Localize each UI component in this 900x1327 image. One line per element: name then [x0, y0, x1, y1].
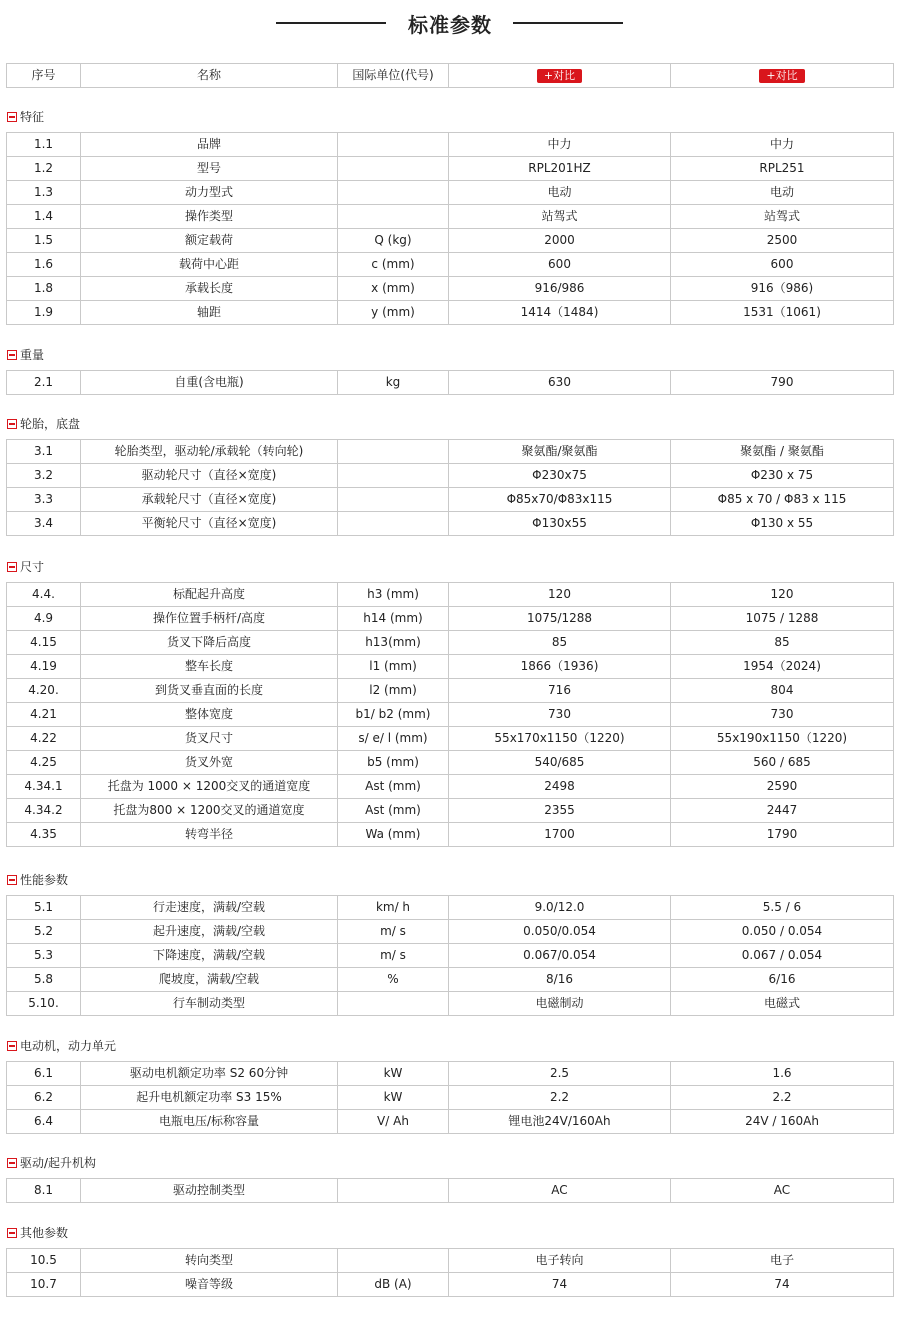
spec-index: 4.20. [7, 679, 81, 703]
table-row [7, 655, 894, 679]
collapse-icon[interactable] [7, 1228, 17, 1238]
spec-name: 托盘为800 × 1200交叉的通道宽度 [81, 799, 338, 823]
spec-value-model-1: 站驾式 [449, 205, 671, 229]
spec-index: 4.4. [7, 583, 81, 607]
header-unit: 国际单位(代号) [338, 64, 449, 88]
collapse-icon[interactable] [7, 562, 17, 572]
collapse-icon[interactable] [7, 350, 17, 360]
spec-value-model-2: 600 [671, 253, 894, 277]
spec-value-model-2: 6/16 [671, 968, 894, 992]
table-row [7, 301, 894, 325]
spec-index: 4.35 [7, 823, 81, 847]
spec-value-model-1: 电动 [449, 181, 671, 205]
spec-index: 4.25 [7, 751, 81, 775]
collapse-icon[interactable] [7, 112, 17, 122]
spec-index: 4.19 [7, 655, 81, 679]
spec-name: 动力型式 [81, 181, 338, 205]
spec-value-model-2: 55x190x1150（1220) [671, 727, 894, 751]
header-model-2 [671, 64, 894, 88]
spec-table [6, 1178, 894, 1203]
spec-name: 行车制动类型 [81, 992, 338, 1016]
table-row [7, 631, 894, 655]
page-title-area [0, 0, 900, 48]
spec-value-model-1: 730 [449, 703, 671, 727]
table-row [7, 920, 894, 944]
spec-value-model-1: Φ130x55 [449, 512, 671, 536]
spec-index: 4.9 [7, 607, 81, 631]
spec-index: 4.34.1 [7, 775, 81, 799]
spec-name: 到货叉垂直面的长度 [81, 679, 338, 703]
spec-value-model-1: 1700 [449, 823, 671, 847]
spec-value-model-1: 540/685 [449, 751, 671, 775]
table-row [7, 607, 894, 631]
spec-unit: b1/ b2 (mm) [338, 703, 449, 727]
spec-index: 2.1 [7, 371, 81, 395]
section-header[interactable] [7, 347, 44, 363]
spec-index: 5.2 [7, 920, 81, 944]
spec-value-model-1: 1866（1936) [449, 655, 671, 679]
table-row [7, 181, 894, 205]
spec-unit [338, 464, 449, 488]
section-header[interactable] [7, 1155, 96, 1171]
spec-index: 1.5 [7, 229, 81, 253]
spec-unit [338, 181, 449, 205]
spec-unit: Ast (mm) [338, 775, 449, 799]
spec-unit: km/ h [338, 896, 449, 920]
spec-value-model-2: 1075 / 1288 [671, 607, 894, 631]
spec-value-model-2: 0.067 / 0.054 [671, 944, 894, 968]
spec-index: 6.2 [7, 1086, 81, 1110]
spec-value-model-2: 790 [671, 371, 894, 395]
spec-unit [338, 440, 449, 464]
spec-value-model-1: Φ85x70/Φ83x115 [449, 488, 671, 512]
spec-name: 操作类型 [81, 205, 338, 229]
section-title: 特征 [20, 110, 45, 124]
spec-name: 轮胎类型，驱动轮/承载轮（转向轮) [81, 440, 338, 464]
table-row [7, 896, 894, 920]
table-row [7, 679, 894, 703]
section-title: 其他参数 [20, 1226, 69, 1240]
spec-name: 驱动控制类型 [81, 1179, 338, 1203]
table-row [7, 253, 894, 277]
collapse-icon[interactable] [7, 1158, 17, 1168]
spec-unit: Ast (mm) [338, 799, 449, 823]
table-row [7, 157, 894, 181]
spec-name: 承载长度 [81, 277, 338, 301]
spec-name: 载荷中心距 [81, 253, 338, 277]
table-row [7, 440, 894, 464]
spec-name: 电瓶电压/标称容量 [81, 1110, 338, 1134]
spec-value-model-1: 600 [449, 253, 671, 277]
header-name: 名称 [81, 64, 338, 88]
spec-index: 8.1 [7, 1179, 81, 1203]
spec-value-model-2: 0.050 / 0.054 [671, 920, 894, 944]
spec-unit [338, 512, 449, 536]
spec-value-model-2: 2500 [671, 229, 894, 253]
spec-name: 自重(含电瓶) [81, 371, 338, 395]
spec-index: 5.3 [7, 944, 81, 968]
spec-index: 3.3 [7, 488, 81, 512]
spec-value-model-2: 2447 [671, 799, 894, 823]
spec-value-model-2: 560 / 685 [671, 751, 894, 775]
table-row [7, 799, 894, 823]
section-title: 轮胎，底盘 [20, 417, 81, 431]
table-row [7, 229, 894, 253]
spec-value-model-2: 2.2 [671, 1086, 894, 1110]
table-row [7, 512, 894, 536]
spec-value-model-1: 中力 [449, 133, 671, 157]
spec-table [6, 370, 894, 395]
spec-value-model-2: 2590 [671, 775, 894, 799]
spec-index: 3.2 [7, 464, 81, 488]
spec-table [6, 439, 894, 536]
spec-unit: m/ s [338, 920, 449, 944]
spec-value-model-2: AC [671, 1179, 894, 1203]
spec-value-model-2: Φ85 x 70 / Φ83 x 115 [671, 488, 894, 512]
spec-unit: dB (A) [338, 1273, 449, 1297]
spec-unit: y (mm) [338, 301, 449, 325]
table-row [7, 583, 894, 607]
spec-index: 6.1 [7, 1062, 81, 1086]
spec-unit: l1 (mm) [338, 655, 449, 679]
spec-index: 5.1 [7, 896, 81, 920]
spec-unit [338, 1179, 449, 1203]
header-table [6, 63, 894, 88]
spec-value-model-2: 电磁式 [671, 992, 894, 1016]
spec-value-model-1: 630 [449, 371, 671, 395]
spec-value-model-1: 2.2 [449, 1086, 671, 1110]
spec-value-model-2: 站驾式 [671, 205, 894, 229]
spec-index: 6.4 [7, 1110, 81, 1134]
table-row [7, 1086, 894, 1110]
collapse-icon[interactable] [7, 419, 17, 429]
section-title: 尺寸 [20, 560, 45, 574]
spec-index: 4.21 [7, 703, 81, 727]
table-row [7, 488, 894, 512]
table-row [7, 1273, 894, 1297]
spec-name: 货叉下降后高度 [81, 631, 338, 655]
spec-name: 额定载荷 [81, 229, 338, 253]
spec-value-model-1: 0.067/0.054 [449, 944, 671, 968]
spec-index: 3.1 [7, 440, 81, 464]
spec-value-model-1: 74 [449, 1273, 671, 1297]
spec-unit: h13(mm) [338, 631, 449, 655]
spec-value-model-1: 55x170x1150（1220) [449, 727, 671, 751]
spec-name: 下降速度，满载/空载 [81, 944, 338, 968]
spec-value-model-1: 锂电池24V/160Ah [449, 1110, 671, 1134]
spec-value-model-1: 716 [449, 679, 671, 703]
spec-name: 驱动电机额定功率 S2 60分钟 [81, 1062, 338, 1086]
spec-value-model-1: Φ230x75 [449, 464, 671, 488]
section-title: 驱动/起升机构 [20, 1156, 97, 1170]
table-row [7, 277, 894, 301]
spec-unit: kg [338, 371, 449, 395]
section-header[interactable] [7, 1038, 116, 1054]
spec-value-model-1: 120 [449, 583, 671, 607]
spec-index: 10.7 [7, 1273, 81, 1297]
spec-value-model-2: 85 [671, 631, 894, 655]
spec-value-model-2: 24V / 160Ah [671, 1110, 894, 1134]
header-row [7, 64, 894, 88]
spec-value-model-2: 1531（1061) [671, 301, 894, 325]
spec-index: 1.4 [7, 205, 81, 229]
table-row [7, 944, 894, 968]
spec-index: 1.9 [7, 301, 81, 325]
section-header[interactable] [7, 109, 44, 125]
spec-table [6, 895, 894, 1016]
spec-table [6, 132, 894, 325]
spec-index: 1.8 [7, 277, 81, 301]
spec-value-model-2: 中力 [671, 133, 894, 157]
spec-unit: h3 (mm) [338, 583, 449, 607]
spec-value-model-2: Φ130 x 55 [671, 512, 894, 536]
table-row [7, 1179, 894, 1203]
spec-index: 3.4 [7, 512, 81, 536]
spec-name: 轴距 [81, 301, 338, 325]
spec-value-model-2: 1.6 [671, 1062, 894, 1086]
spec-name: 平衡轮尺寸（直径×宽度) [81, 512, 338, 536]
spec-unit: b5 (mm) [338, 751, 449, 775]
spec-value-model-1: 9.0/12.0 [449, 896, 671, 920]
collapse-icon[interactable] [7, 1041, 17, 1051]
spec-index: 1.6 [7, 253, 81, 277]
spec-unit [338, 133, 449, 157]
section-header[interactable] [7, 1225, 68, 1241]
spec-unit: % [338, 968, 449, 992]
spec-index: 4.34.2 [7, 799, 81, 823]
spec-name: 转弯半径 [81, 823, 338, 847]
table-row [7, 133, 894, 157]
table-row [7, 775, 894, 799]
spec-value-model-1: 聚氨酯/聚氨酯 [449, 440, 671, 464]
spec-value-model-2: 电动 [671, 181, 894, 205]
section-title: 重量 [20, 348, 45, 362]
header-index: 序号 [7, 64, 81, 88]
spec-name: 货叉外宽 [81, 751, 338, 775]
spec-name: 品牌 [81, 133, 338, 157]
table-row [7, 464, 894, 488]
table-row [7, 371, 894, 395]
spec-index: 5.8 [7, 968, 81, 992]
spec-value-model-2: RPL251 [671, 157, 894, 181]
section-header[interactable] [7, 416, 80, 432]
spec-value-model-1: 1075/1288 [449, 607, 671, 631]
spec-value-model-1: 电子转向 [449, 1249, 671, 1273]
spec-value-model-1: 2.5 [449, 1062, 671, 1086]
header-model-1 [449, 64, 671, 88]
spec-unit: m/ s [338, 944, 449, 968]
spec-value-model-1: 2498 [449, 775, 671, 799]
spec-unit: Q (kg) [338, 229, 449, 253]
spec-value-model-1: RPL201HZ [449, 157, 671, 181]
spec-value-model-2: 120 [671, 583, 894, 607]
spec-value-model-1: AC [449, 1179, 671, 1203]
spec-unit: x (mm) [338, 277, 449, 301]
spec-value-model-2: Φ230 x 75 [671, 464, 894, 488]
spec-name: 整车长度 [81, 655, 338, 679]
spec-value-model-1: 1414（1484) [449, 301, 671, 325]
spec-name: 噪音等级 [81, 1273, 338, 1297]
table-row [7, 1249, 894, 1273]
section-title: 电动机，动力单元 [20, 1039, 117, 1053]
spec-name: 货叉尺寸 [81, 727, 338, 751]
spec-unit: kW [338, 1086, 449, 1110]
page-title: 标准参数 [408, 13, 492, 37]
spec-table [6, 1061, 894, 1134]
spec-unit [338, 1249, 449, 1273]
spec-index: 1.2 [7, 157, 81, 181]
spec-value-model-2: 804 [671, 679, 894, 703]
spec-value-model-2: 1790 [671, 823, 894, 847]
spec-unit: c (mm) [338, 253, 449, 277]
spec-name: 标配起升高度 [81, 583, 338, 607]
spec-table [6, 1248, 894, 1297]
compare-button[interactable]: +对比 [759, 69, 804, 83]
spec-value-model-2: 916（986) [671, 277, 894, 301]
table-row [7, 823, 894, 847]
table-row [7, 727, 894, 751]
table-row [7, 751, 894, 775]
spec-unit: l2 (mm) [338, 679, 449, 703]
spec-index: 4.15 [7, 631, 81, 655]
spec-unit: V/ Ah [338, 1110, 449, 1134]
spec-name: 行走速度，满载/空载 [81, 896, 338, 920]
spec-unit [338, 157, 449, 181]
table-row [7, 1110, 894, 1134]
spec-unit: Wa (mm) [338, 823, 449, 847]
title-divider-right [513, 22, 623, 24]
table-row [7, 703, 894, 727]
spec-index: 10.5 [7, 1249, 81, 1273]
spec-name: 承载轮尺寸（直径×宽度) [81, 488, 338, 512]
table-row [7, 968, 894, 992]
table-row [7, 205, 894, 229]
spec-unit [338, 488, 449, 512]
spec-unit: kW [338, 1062, 449, 1086]
spec-unit [338, 205, 449, 229]
collapse-icon[interactable] [7, 875, 17, 885]
spec-value-model-1: 2000 [449, 229, 671, 253]
spec-name: 起升电机额定功率 S3 15% [81, 1086, 338, 1110]
spec-index: 5.10. [7, 992, 81, 1016]
spec-name: 爬坡度，满载/空载 [81, 968, 338, 992]
spec-value-model-1: 0.050/0.054 [449, 920, 671, 944]
table-row [7, 1062, 894, 1086]
spec-name: 操作位置手柄杆/高度 [81, 607, 338, 631]
spec-table [6, 582, 894, 847]
spec-name: 型号 [81, 157, 338, 181]
spec-index: 1.3 [7, 181, 81, 205]
spec-value-model-1: 85 [449, 631, 671, 655]
spec-value-model-1: 电磁制动 [449, 992, 671, 1016]
spec-unit: s/ e/ l (mm) [338, 727, 449, 751]
spec-name: 托盘为 1000 × 1200交叉的通道宽度 [81, 775, 338, 799]
spec-value-model-2: 74 [671, 1273, 894, 1297]
spec-unit [338, 992, 449, 1016]
spec-value-model-1: 2355 [449, 799, 671, 823]
spec-value-model-2: 聚氨酯 / 聚氨酯 [671, 440, 894, 464]
spec-value-model-1: 8/16 [449, 968, 671, 992]
spec-value-model-2: 电子 [671, 1249, 894, 1273]
spec-value-model-2: 5.5 / 6 [671, 896, 894, 920]
spec-name: 整体宽度 [81, 703, 338, 727]
spec-index: 1.1 [7, 133, 81, 157]
spec-name: 驱动轮尺寸（直径×宽度) [81, 464, 338, 488]
spec-index: 4.22 [7, 727, 81, 751]
section-header[interactable] [7, 559, 44, 575]
spec-name: 起升速度，满载/空载 [81, 920, 338, 944]
section-title: 性能参数 [20, 873, 69, 887]
section-header[interactable] [7, 872, 68, 888]
table-row [7, 992, 894, 1016]
spec-value-model-2: 1954（2024) [671, 655, 894, 679]
spec-unit: h14 (mm) [338, 607, 449, 631]
spec-value-model-2: 730 [671, 703, 894, 727]
compare-button[interactable]: +对比 [537, 69, 582, 83]
spec-value-model-1: 916/986 [449, 277, 671, 301]
spec-name: 转向类型 [81, 1249, 338, 1273]
